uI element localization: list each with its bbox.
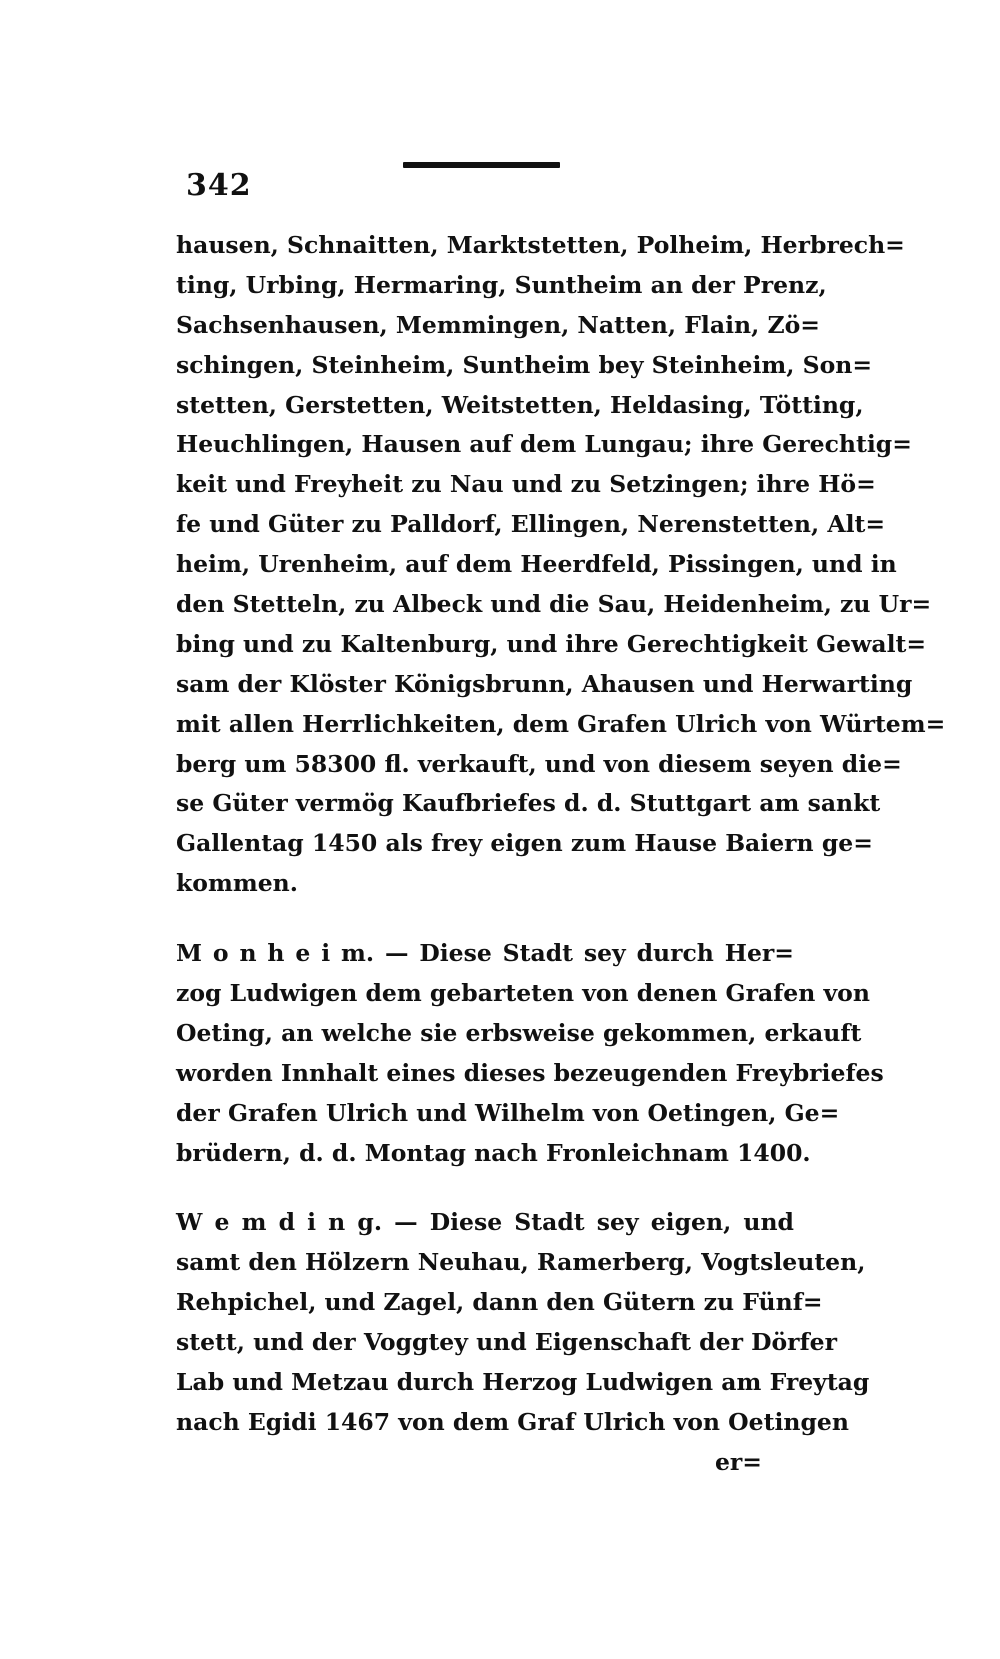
catchword: er=	[714, 1447, 762, 1476]
text-line: schingen, Steinheim, Suntheim bey Steinheim, Son=	[176, 350, 873, 379]
text-line: se Güter vermög Kaufbriefes d. d. Stuttgart am sankt	[176, 789, 881, 818]
paragraph-3	[176, 1203, 870, 1442]
text-line: hausen, Schnaitten, Marktstetten, Polheim, Herbrech=	[176, 231, 905, 259]
text-line: berg um 58300 fl. verkauft, und von diesem seyen die=	[176, 749, 902, 778]
paragraph-gap	[176, 1173, 794, 1203]
text-line: stetten, Gerstetten, Weitstetten, Heldasing, Tötting,	[176, 390, 864, 419]
text-line: keit und Freyheit zu Nau und zu Setzingen; ihre Hö=	[176, 470, 876, 499]
text-line: kommen.	[176, 869, 298, 898]
text-line: den Stetteln, zu Albeck und die Sau, Heidenheim, zu Ur=	[176, 590, 932, 619]
text-line: Lab und Metzau durch Herzog Ludwigen am Freytag	[176, 1368, 870, 1397]
text-line: Oeting, an welche sie erbsweise gekommen, erkauft	[176, 1018, 862, 1047]
text-line: heim, Urenheim, auf dem Heerdfeld, Pissingen, und in	[176, 550, 897, 579]
text-line: Gallentag 1450 als frey eigen zum Hause Baiern ge=	[176, 829, 873, 858]
text-line: zog Ludwigen dem gebarteten von denen Grafen von	[176, 979, 870, 1008]
text-line: fe und Güter zu Palldorf, Ellingen, Nerenstetten, Alt=	[176, 510, 886, 539]
paragraph-1	[176, 226, 946, 904]
text-line: Sachsenhausen, Memmingen, Natten, Flain, Zö=	[176, 310, 820, 339]
text-line: W e m d i n g. — Diese Stadt sey eigen, und	[176, 1208, 794, 1237]
text-line: der Grafen Ulrich und Wilhelm von Oetingen, Ge=	[176, 1098, 840, 1127]
page-number: 342	[186, 168, 252, 203]
text-line: ting, Urbing, Hermaring, Suntheim an der Prenz,	[176, 270, 827, 299]
text-line: Heuchlingen, Hausen auf dem Lungau; ihre Gerechtig=	[176, 430, 912, 459]
text-line: samt den Hölzern Neuhau, Ramerberg, Vogtsleuten,	[176, 1248, 866, 1277]
header-rule	[403, 162, 560, 168]
text-line: M o n h e i m. — Diese Stadt sey durch Her=	[176, 939, 794, 968]
body-text	[176, 226, 946, 1483]
text-line: mit allen Herrlichkeiten, dem Grafen Ulrich von Würtem=	[176, 709, 946, 738]
text-line: stett, und der Voggtey und Eigenschaft der Dörfer	[176, 1328, 838, 1357]
text-line: brüdern, d. d. Montag nach Fronleichnam 1400.	[176, 1138, 811, 1167]
text-line: bing und zu Kaltenburg, und ihre Gerechtigkeit Gewalt=	[176, 629, 927, 658]
text-line: Rehpichel, und Zagel, dann den Gütern zu Fünf=	[176, 1288, 823, 1317]
text-line: nach Egidi 1467 von dem Graf Ulrich von Oetingen	[176, 1407, 849, 1436]
paragraph-2	[176, 934, 884, 1173]
text-line: sam der Klöster Königsbrunn, Ahausen und Herwarting	[176, 669, 913, 698]
text-line: worden Innhalt eines dieses bezeugenden Freybriefes	[176, 1058, 884, 1087]
paragraph-gap	[176, 904, 794, 934]
